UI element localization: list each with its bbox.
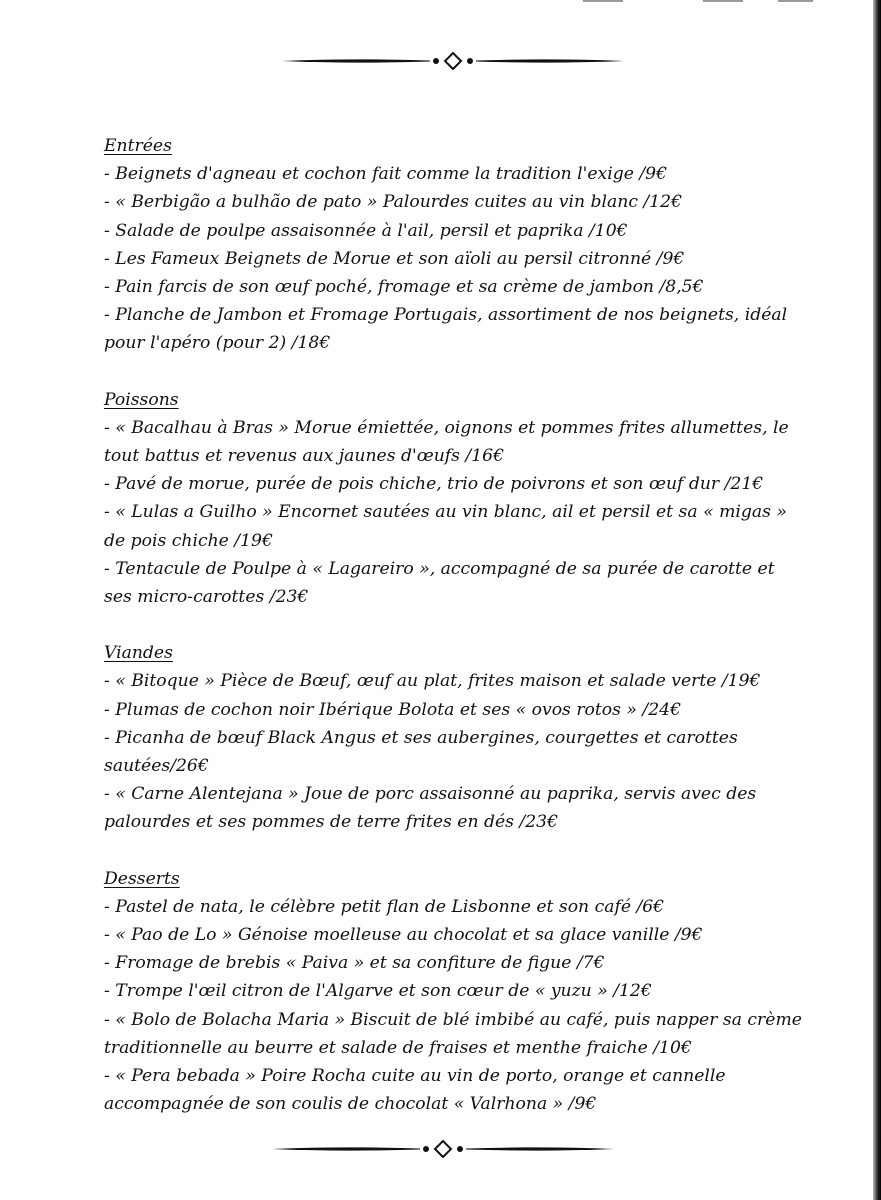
menu-item: - « Lulas a Guilho » Encornet sautées au vin blanc, ail et persil et sa « migas » de pois chiche /19€ <box>104 502 787 551</box>
menu-item: - « Carne Alentejana » Joue de porc assaisonné au paprika, servis avec des palourdes et ses pommes de terre frites en dés /23€ <box>104 784 757 833</box>
menu-item: - « Pera bebada » Poire Rocha cuite au vin de porto, orange et cannelle accompagnée de son coulis de chocolat « Valrhona » /9€ <box>104 1066 726 1115</box>
section-entrees <box>104 132 804 358</box>
section-title: Poissons <box>104 389 179 410</box>
menu-item: - Salade de poulpe assaisonnée à l'ail, persil et paprika /10€ <box>104 220 628 241</box>
menu-item: - Fromage de brebis « Paiva » et sa confiture de figue /7€ <box>104 953 605 974</box>
menu-item: - « Berbigão a bulhão de pato » Palourdes cuites au vin blanc /12€ <box>104 192 683 213</box>
section-viandes <box>104 639 804 836</box>
section-title: Viandes <box>104 643 173 664</box>
menu-item: - Planche de Jambon et Fromage Portugais, assortiment de nos beignets, idéal pour l'apéro (pour 2) /18€ <box>104 305 788 354</box>
menu-item: - Tentacule de Poulpe à « Lagareiro », accompagné de sa purée de carotte et ses micro-carottes /23€ <box>104 558 775 608</box>
menu-content <box>104 132 804 1147</box>
section-desserts <box>104 865 804 1119</box>
menu-item: - « Pao de Lo » Génoise moelleuse au chocolat et sa glace vanille /9€ <box>104 925 703 946</box>
menu-item: - Plumas de cochon noir Ibérique Bolota et ses « ovos rotos » /24€ <box>104 699 681 720</box>
section-poissons <box>104 386 804 612</box>
menu-item: - « Bitoque » Pièce de Bœuf, œuf au plat, frites maison et salade verte /19€ <box>104 671 761 692</box>
menu-item: - Pain farcis de son œuf poché, fromage et sa crème de jambon /8,5€ <box>104 277 704 298</box>
menu-item: - Beignets d'agneau et cochon fait comme la tradition l'exige /9€ <box>104 164 668 185</box>
menu-item: - Pastel de nata, le célèbre petit flan de Lisbonne et son café /6€ <box>104 896 665 917</box>
ornament-divider-bottom-icon <box>0 1138 881 1158</box>
menu-item: - Trompe l'œil citron de l'Algarve et son cœur de « yuzu » /12€ <box>104 981 652 1002</box>
section-title: Desserts <box>104 868 180 889</box>
menu-item: - « Bacalhau à Bras » Morue émiettée, oignons et pommes frites allumettes, le tout battus et revenus aux jaunes d'œufs /16€ <box>104 417 789 467</box>
scan-edge <box>873 0 881 1200</box>
section-title: Entrées <box>104 136 172 156</box>
menu-item: - Les Fameux Beignets de Morue et son aïoli au persil citronné /9€ <box>104 248 685 269</box>
menu-item: - Picanha de bœuf Black Angus et ses aubergines, courgettes et carottes sautées/26€ <box>104 727 738 777</box>
ornament-divider-top-icon <box>0 50 881 70</box>
scan-artifact <box>583 0 863 4</box>
menu-item: - Pavé de morue, purée de pois chiche, trio de poivrons et son œuf dur /21€ <box>104 474 764 495</box>
menu-item: - « Bolo de Bolacha Maria » Biscuit de blé imbibé au café, puis napper sa crème traditionnelle au beurre et salade de fraises et menthe fraiche /10€ <box>104 1009 802 1058</box>
